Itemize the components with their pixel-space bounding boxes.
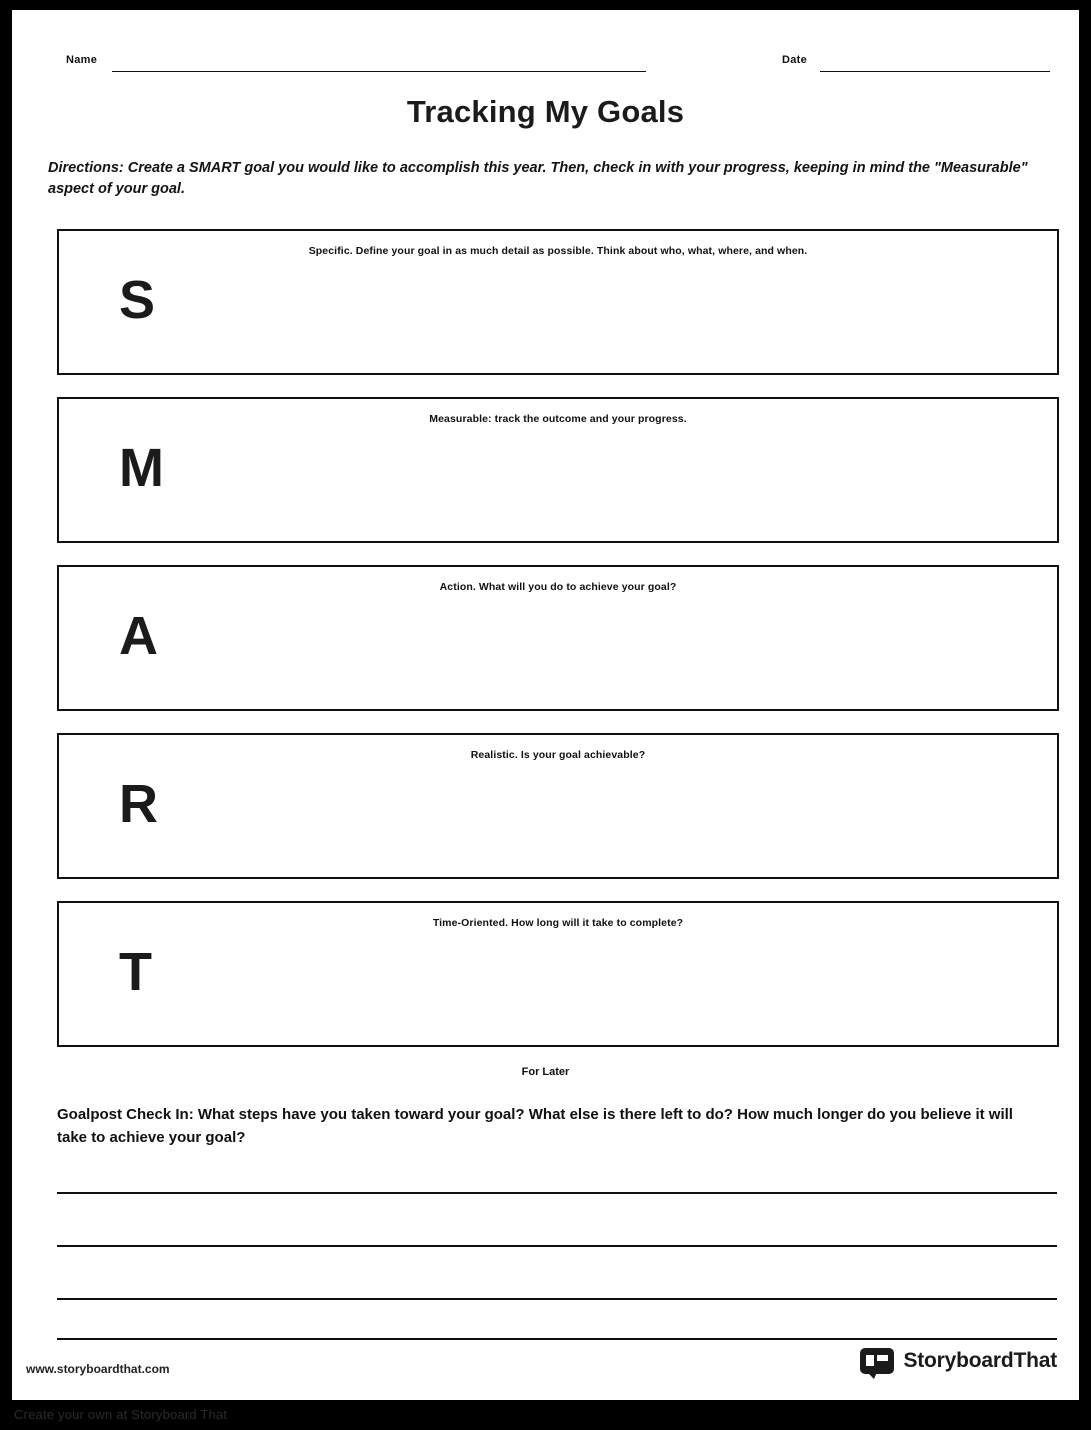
smart-letter-s: S (119, 270, 156, 330)
answer-line-1[interactable] (57, 1192, 1057, 1194)
smart-prompt-realistic: Realistic. Is your goal achievable? (470, 749, 646, 761)
answer-line-4[interactable] (57, 1338, 1057, 1340)
page-title: Tracking My Goals (406, 94, 685, 129)
smart-prompt-measurable: Measurable: track the outcome and your progress. (429, 413, 687, 425)
worksheet-page (12, 10, 1079, 1400)
storyboardthat-logo (860, 1348, 1057, 1374)
answer-line-3[interactable] (57, 1298, 1057, 1300)
smart-box-specific[interactable] (57, 229, 1059, 375)
date-input-line[interactable] (820, 71, 1050, 72)
logo-text: StoryboardThat (903, 1349, 1057, 1372)
name-input-line[interactable] (112, 71, 646, 72)
name-label: Name (66, 54, 98, 66)
smart-box-realistic[interactable] (57, 733, 1059, 879)
date-label: Date (782, 54, 808, 66)
smart-box-action[interactable] (57, 565, 1059, 711)
smart-prompt-time: Time-Oriented. How long will it take to complete? (432, 917, 684, 929)
site-url[interactable]: www.storyboardthat.com (26, 1362, 170, 1376)
answer-line-2[interactable] (57, 1245, 1057, 1247)
smart-prompt-action: Action. What will you do to achieve your goal? (439, 581, 677, 593)
speech-bubble-icon (860, 1348, 894, 1374)
for-later-label: For Later (521, 1066, 570, 1078)
smart-box-time[interactable] (57, 901, 1059, 1047)
goalpost-checkin-text: Goalpost Check In: What steps have you taken toward your goal? What else is there left to do? How much longer do you believe it will take to achieve your goal? (57, 1106, 1013, 1146)
bottom-strip: Create your own at Storyboard That (0, 1400, 1091, 1430)
header-fields (12, 44, 1079, 74)
directions-text: Directions: Create a SMART goal you would like to accomplish this year. Then, check in with your progress, keeping in mind the "Measurable" aspect of your goal. (48, 160, 1028, 198)
smart-letter-r: R (119, 774, 158, 834)
smart-box-measurable[interactable] (57, 397, 1059, 543)
smart-letter-t: T (119, 942, 152, 1002)
smart-prompt-specific: Specific. Define your goal in as much detail as possible. Think about who, what, where, and when. (308, 245, 808, 257)
smart-letter-m: M (119, 438, 164, 498)
smart-letter-a: A (119, 606, 158, 666)
